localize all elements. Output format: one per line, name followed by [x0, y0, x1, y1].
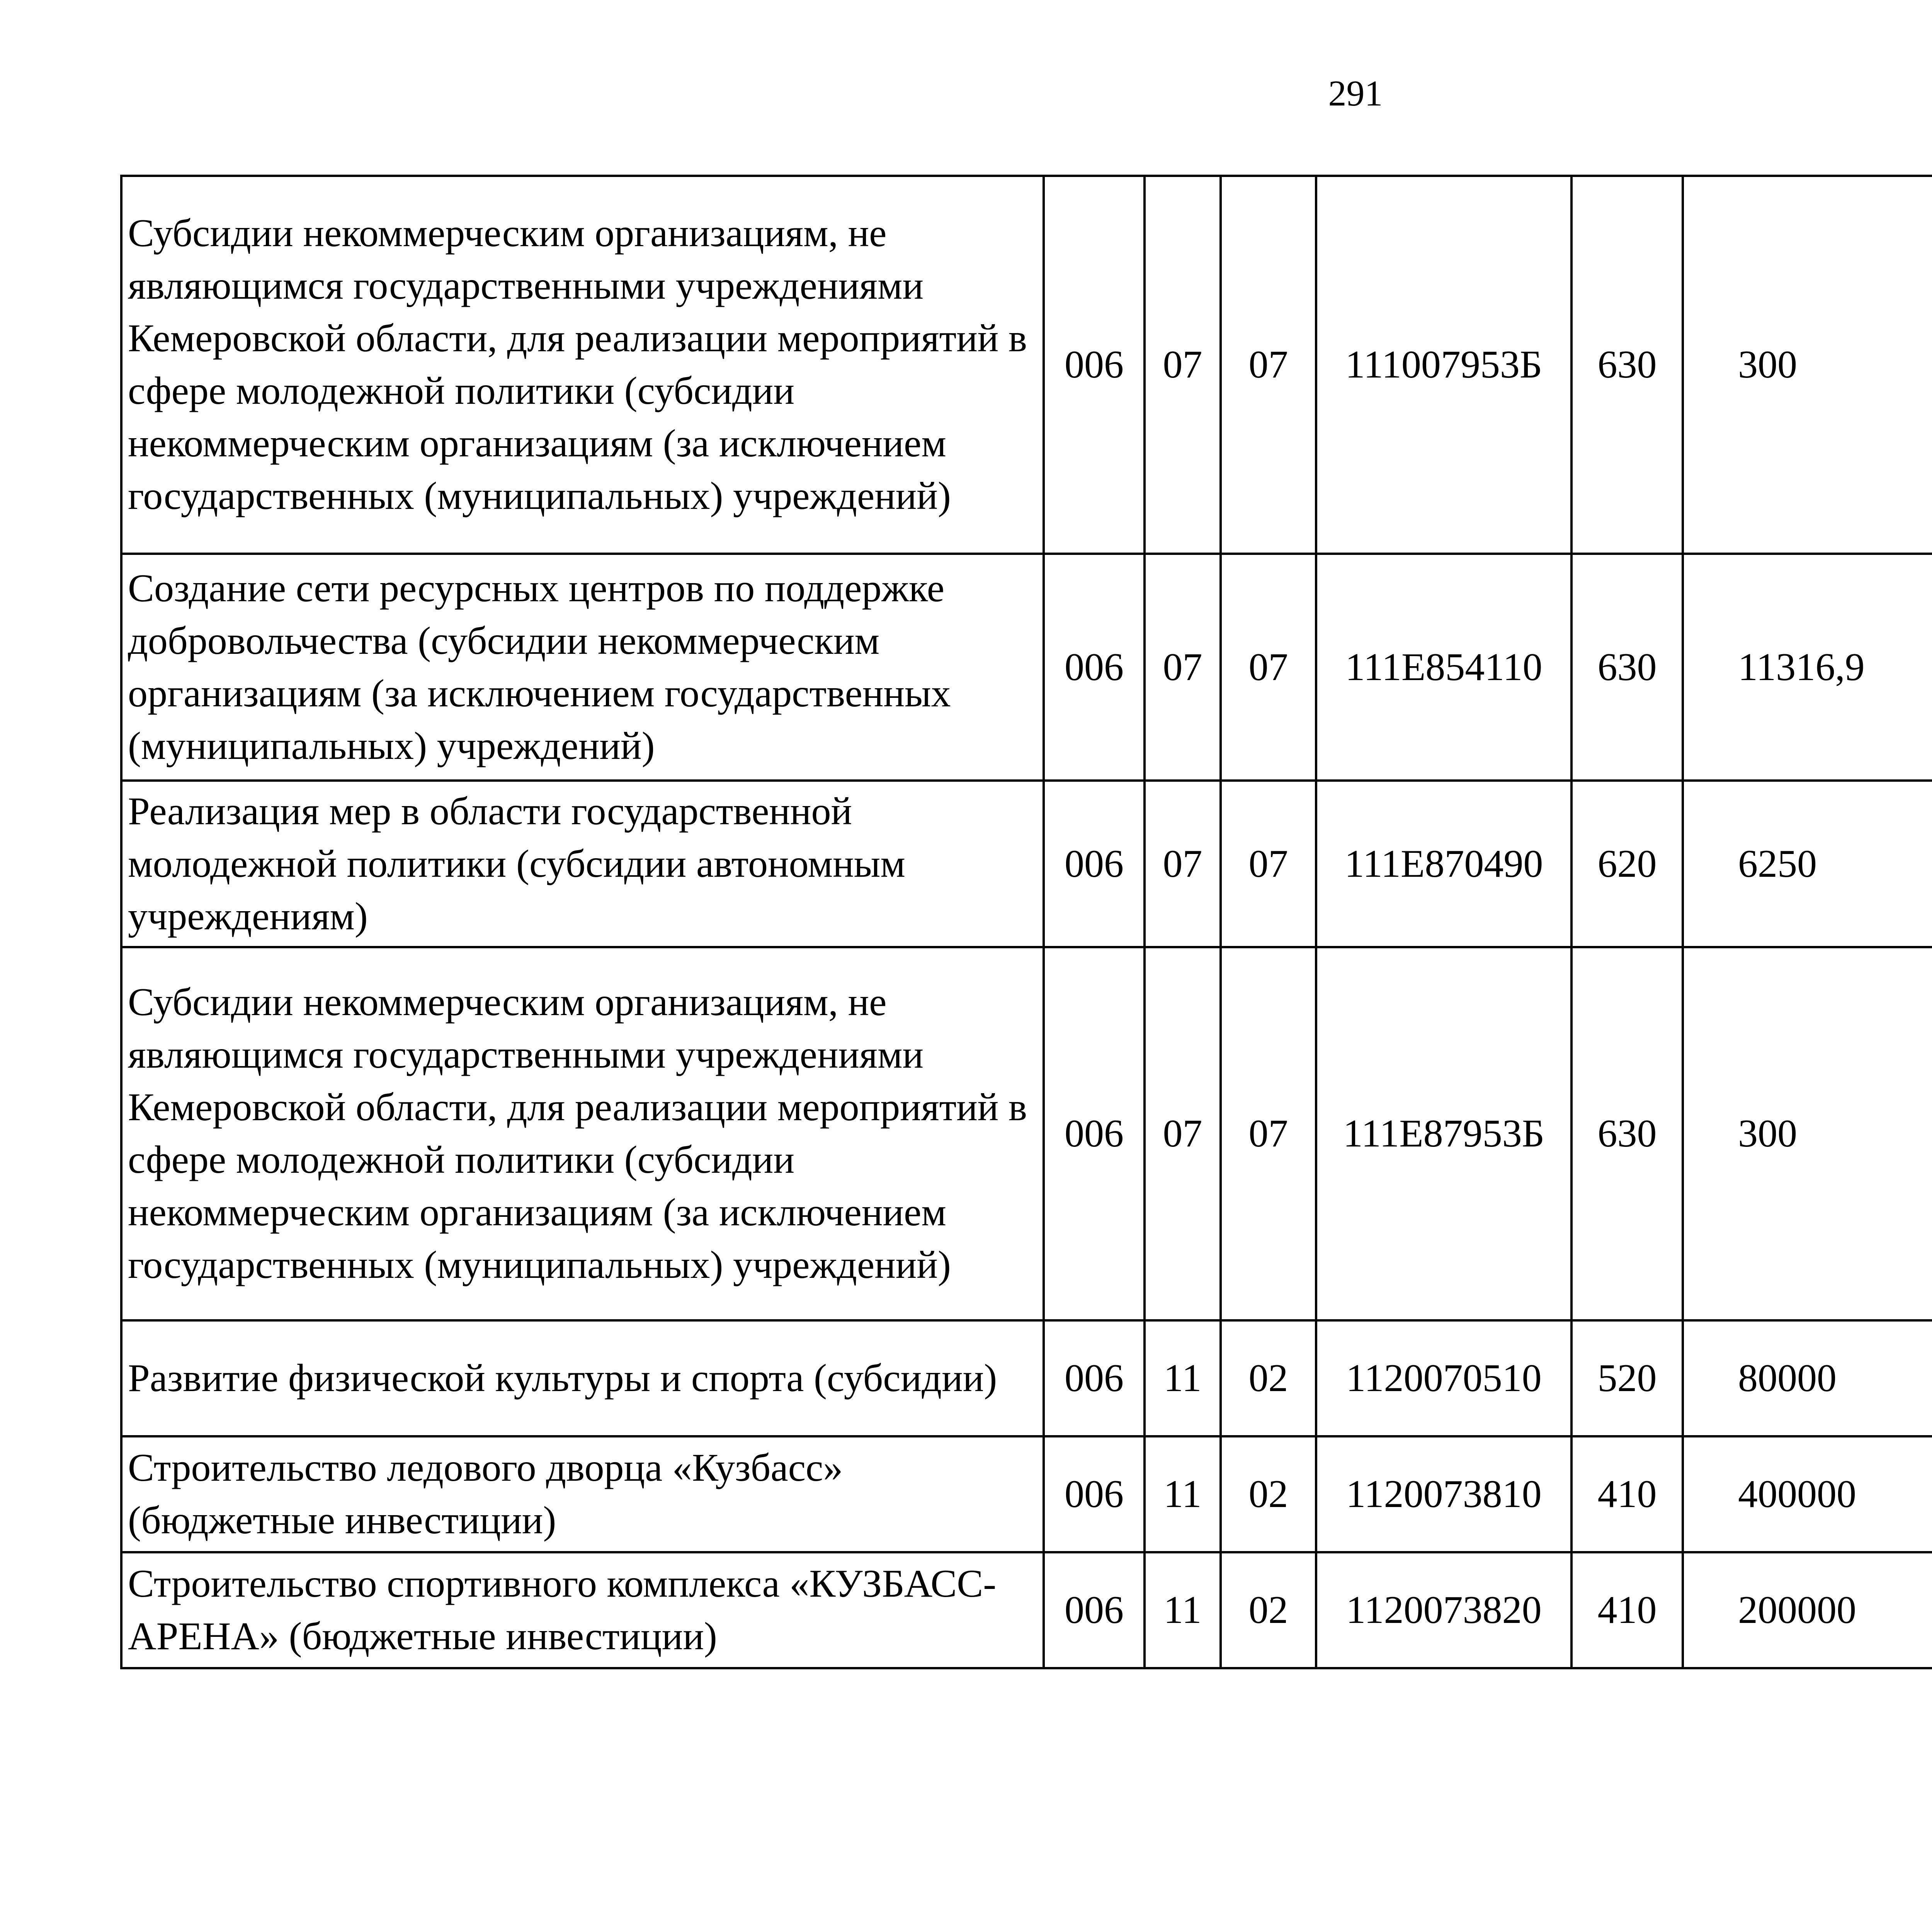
table-row	[121, 1552, 1932, 1668]
row-description: Развитие физической культуры и спорта (субсидии)	[121, 1320, 1044, 1436]
ministry-code: 006	[1044, 176, 1145, 554]
section-code: 07	[1145, 554, 1221, 781]
row-description: Реализация мер в области государственной молодежной политики (субсидии автономным учреждениям)	[121, 781, 1044, 947]
ministry-code: 006	[1044, 781, 1145, 947]
amount-year-1: 300	[1683, 176, 1932, 554]
target-article-code: 111E87953Б	[1316, 947, 1571, 1320]
subsection-code: 07	[1221, 947, 1316, 1320]
target-article-code: 1120070510	[1316, 1320, 1571, 1436]
section-code: 11	[1145, 1436, 1221, 1552]
expense-type-code: 620	[1571, 781, 1683, 947]
expense-type-code: 520	[1571, 1320, 1683, 1436]
target-article-code: 111E854110	[1316, 554, 1571, 781]
row-description: Создание сети ресурсных центров по поддержке добровольчества (субсидии некоммерческим организациям (за исключением государственных (муниципальных) учреждений)	[121, 554, 1044, 781]
section-code: 11	[1145, 1320, 1221, 1436]
table-row	[121, 554, 1932, 781]
subsection-code: 07	[1221, 554, 1316, 781]
subsection-code: 07	[1221, 176, 1316, 554]
expense-type-code: 630	[1571, 947, 1683, 1320]
ministry-code: 006	[1044, 1436, 1145, 1552]
expense-type-code: 410	[1571, 1436, 1683, 1552]
amount-year-1: 200000	[1683, 1552, 1932, 1668]
budget-table	[120, 175, 1932, 1669]
subsection-code: 07	[1221, 781, 1316, 947]
page-number: 291	[1328, 73, 1383, 114]
ministry-code: 006	[1044, 1320, 1145, 1436]
row-description: Субсидии некоммерческим организациям, не являющимся государственными учреждениями Кемеровской области, для реализации мероприятий в сфере молодежной политики (субсидии некоммерческим организациям (за исключением государственных (муниципальных) учреждений)	[121, 176, 1044, 554]
expense-type-code: 630	[1571, 554, 1683, 781]
ministry-code: 006	[1044, 554, 1145, 781]
section-code: 07	[1145, 947, 1221, 1320]
expense-type-code: 630	[1571, 176, 1683, 554]
subsection-code: 02	[1221, 1552, 1316, 1668]
table-row	[121, 176, 1932, 554]
section-code: 07	[1145, 781, 1221, 947]
amount-year-1: 400000	[1683, 1436, 1932, 1552]
section-code: 07	[1145, 176, 1221, 554]
row-description: Строительство ледового дворца «Кузбасс» (бюджетные инвестиции)	[121, 1436, 1044, 1552]
row-description: Строительство спортивного комплекса «КУЗБАСС-АРЕНА» (бюджетные инвестиции)	[121, 1552, 1044, 1668]
target-article-code: 111E870490	[1316, 781, 1571, 947]
table-row	[121, 947, 1932, 1320]
table-row	[121, 1436, 1932, 1552]
subsection-code: 02	[1221, 1436, 1316, 1552]
target-article-code: 1120073810	[1316, 1436, 1571, 1552]
amount-year-1: 300	[1683, 947, 1932, 1320]
amount-year-1: 80000	[1683, 1320, 1932, 1436]
target-article-code: 1120073820	[1316, 1552, 1571, 1668]
target-article-code: 111007953Б	[1316, 176, 1571, 554]
amount-year-1: 6250	[1683, 781, 1932, 947]
section-code: 11	[1145, 1552, 1221, 1668]
ministry-code: 006	[1044, 947, 1145, 1320]
expense-type-code: 410	[1571, 1552, 1683, 1668]
table-row	[121, 781, 1932, 947]
subsection-code: 02	[1221, 1320, 1316, 1436]
row-description: Субсидии некоммерческим организациям, не являющимся государственными учреждениями Кемеровской области, для реализации мероприятий в сфере молодежной политики (субсидии некоммерческим организациям (за исключением государственных (муниципальных) учреждений)	[121, 947, 1044, 1320]
ministry-code: 006	[1044, 1552, 1145, 1668]
amount-year-1: 11316,9	[1683, 554, 1932, 781]
table-row	[121, 1320, 1932, 1436]
